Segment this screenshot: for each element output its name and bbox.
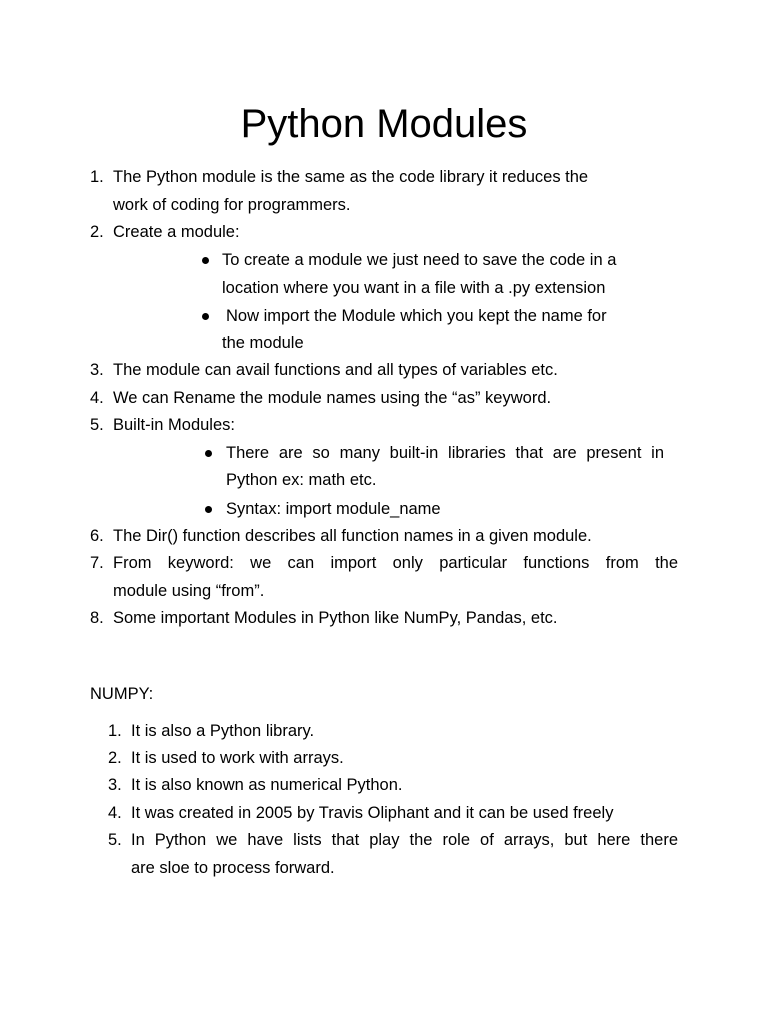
list-number: 6. [90, 527, 104, 545]
list-item-text: Some important Modules in Python like NumPy, Pandas, etc. [113, 609, 558, 627]
list-number: 3. [108, 776, 122, 794]
bullet-icon [203, 442, 217, 464]
bullet-text: the module [222, 334, 304, 352]
bullet-text: To create a module we just need to save the code in a [222, 251, 617, 269]
bullet-text: Now import the Module which you kept the name for [226, 307, 607, 325]
list-item-text: The module can avail functions and all types of variables etc. [113, 361, 558, 379]
bullet-icon [200, 249, 214, 271]
list-number: 1. [108, 722, 122, 740]
list-number: 8. [90, 609, 104, 627]
bullet-text: There are so many built-in libraries that are present in [226, 444, 664, 462]
section-heading: NUMPY: [90, 685, 154, 703]
list-number: 2. [108, 749, 122, 767]
list-item-text: We can Rename the module names using the “as” keyword. [113, 389, 552, 407]
list-item-text: are sloe to process forward. [131, 859, 335, 877]
bullet-text: location where you want in a file with a .py extension [222, 279, 606, 297]
list-item-text: work of coding for programmers. [113, 196, 351, 214]
list-number: 5. [90, 416, 104, 434]
list-number: 5. [108, 831, 122, 849]
bullet-text: Python ex: math etc. [226, 471, 377, 489]
list-item-text: Create a module: [113, 223, 240, 241]
list-item-text: The Python module is the same as the code library it reduces the [113, 168, 589, 186]
list-item-text: The Dir() function describes all function names in a given module. [113, 527, 592, 545]
page-title: Python Modules [240, 102, 528, 146]
list-item-text: It was created in 2005 by Travis Oliphant and it can be used freely [131, 804, 614, 822]
list-item-text: In Python we have lists that play the role of arrays, but here there [131, 831, 678, 849]
list-item-text: module using “from”. [113, 582, 265, 600]
bullet-icon [203, 498, 217, 520]
list-number: 3. [90, 361, 104, 379]
list-item-text: It is also known as numerical Python. [131, 776, 403, 794]
list-number: 1. [90, 168, 104, 186]
bullet-icon [200, 305, 214, 327]
list-item-text: It is also a Python library. [131, 722, 315, 740]
list-number: 2. [90, 223, 104, 241]
list-item-text: It is used to work with arrays. [131, 749, 344, 767]
list-number: 4. [108, 804, 122, 822]
list-item-text: Built-in Modules: [113, 416, 235, 434]
bullet-text: Syntax: import module_name [226, 500, 441, 518]
list-item-text: From keyword: we can import only particular functions from the [113, 554, 678, 572]
list-number: 7. [90, 554, 104, 572]
list-number: 4. [90, 389, 104, 407]
